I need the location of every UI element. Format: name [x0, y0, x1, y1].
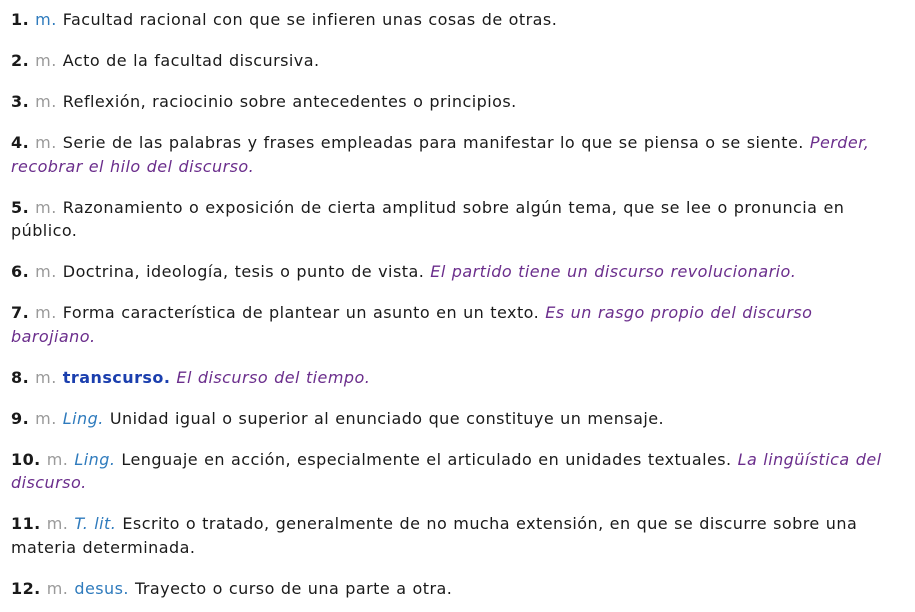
definition-entry-2: [11, 49, 901, 73]
entry-number: 11.: [11, 514, 41, 533]
definition-entry-10: [11, 448, 901, 495]
entry-number: 9.: [11, 408, 30, 428]
definition-text: Lenguaje en acción, especialmente el articulado en unidades textuales.: [121, 449, 732, 469]
entry-number: 1.: [11, 10, 30, 29]
grammar-abbr-masculine[interactable]: m.: [35, 51, 57, 70]
entry-number: 6.: [11, 262, 30, 281]
definition-entry-7: [11, 301, 901, 348]
definition-text: Forma característica de plantear un asunto en un texto.: [62, 303, 540, 322]
entry-number: 5.: [11, 197, 30, 217]
definition-entry-11: [11, 512, 901, 559]
grammar-abbr-masculine[interactable]: m.: [35, 262, 57, 281]
usage-example: El discurso del tiempo.: [176, 367, 371, 387]
usage-example: El partido tiene un discurso revolucionario.: [430, 262, 797, 281]
definition-entry-1: [11, 8, 901, 32]
grammar-abbr-masculine[interactable]: m.: [35, 303, 57, 322]
grammar-abbr-masculine[interactable]: m.: [35, 133, 57, 152]
grammar-abbr-masculine[interactable]: m.: [46, 578, 69, 598]
grammar-abbr-masculine[interactable]: m.: [35, 10, 57, 29]
grammar-abbr-masculine[interactable]: m.: [35, 197, 57, 217]
usage-example: Es un rasgo propio del discurso barojiano.: [11, 303, 813, 346]
definition-entry-6: [11, 260, 901, 284]
entry-number: 8.: [11, 367, 30, 387]
definition-text: Trayecto o curso de una parte a otra.: [135, 578, 453, 598]
grammar-abbr-masculine[interactable]: m.: [35, 367, 57, 387]
definition-entry-12: [11, 577, 901, 601]
usage-example: La lingüística del discurso.: [11, 449, 882, 492]
entry-number: 10.: [11, 449, 41, 469]
definition-entry-3: [11, 90, 901, 114]
definition-text: Serie de las palabras y frases empleadas para manifestar lo que se piensa o se siente.: [62, 133, 804, 152]
usage-mark-abbr[interactable]: desus.: [74, 578, 129, 598]
entry-number: 3.: [11, 92, 30, 111]
definition-text: Doctrina, ideología, tesis o punto de vista.: [62, 262, 425, 281]
grammar-abbr-masculine[interactable]: m.: [46, 514, 69, 533]
definition-text: Reflexión, raciocinio sobre antecedentes o principios.: [62, 92, 517, 111]
field-mark-abbr[interactable]: T. lit.: [74, 514, 117, 533]
cross-reference-link[interactable]: transcurso.: [62, 367, 171, 387]
entry-number: 7.: [11, 303, 30, 322]
definition-text: Razonamiento o exposición de cierta amplitud sobre algún tema, que se lee o pronuncia en público.: [11, 197, 845, 240]
field-mark-abbr[interactable]: Ling.: [62, 408, 104, 428]
field-mark-abbr[interactable]: Ling.: [74, 449, 116, 469]
definition-text: Escrito o tratado, generalmente de no mucha extensión, en que se discurre sobre una materia determinada.: [11, 514, 858, 557]
entry-number: 4.: [11, 133, 30, 152]
definition-text: Facultad racional con que se infieren unas cosas de otras.: [62, 10, 558, 29]
entry-number: 2.: [11, 51, 30, 70]
definition-text: Acto de la facultad discursiva.: [62, 51, 320, 70]
definition-entry-4: [11, 131, 901, 178]
grammar-abbr-masculine[interactable]: m.: [46, 449, 69, 469]
entry-number: 12.: [11, 578, 41, 598]
definition-entry-9: [11, 407, 901, 431]
definition-entry-8: [11, 366, 901, 390]
definition-text: Unidad igual o superior al enunciado que constituye un mensaje.: [109, 408, 665, 428]
usage-example: Perder, recobrar el hilo del discurso.: [11, 133, 870, 176]
grammar-abbr-masculine[interactable]: m.: [35, 408, 57, 428]
grammar-abbr-masculine[interactable]: m.: [35, 92, 57, 111]
definition-entry-5: [11, 196, 901, 243]
